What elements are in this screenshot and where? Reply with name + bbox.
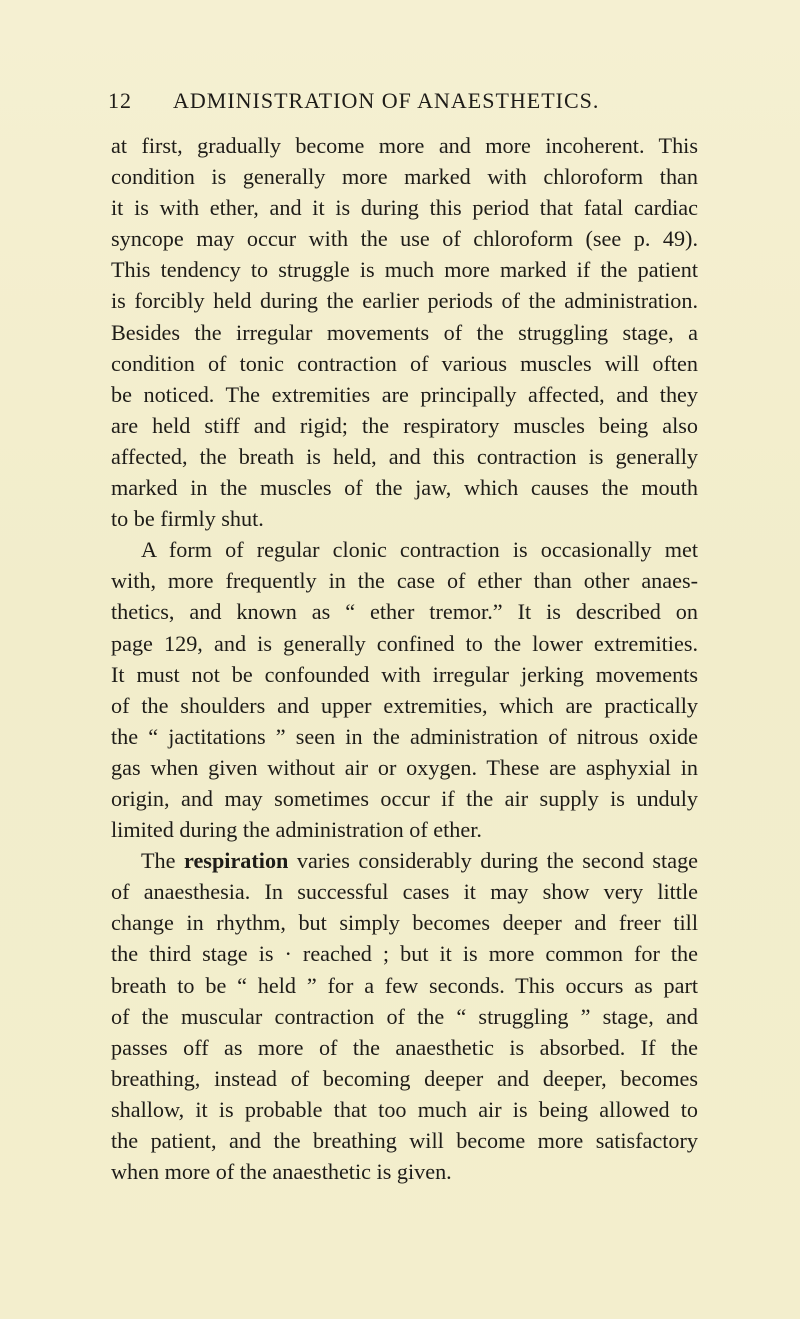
- text-line: of the shoulders and upper extremities, which are practically: [111, 692, 698, 718]
- text-line: is forcibly held during the earlier periods of the administration.: [111, 288, 698, 314]
- text-line: affected, the breath is held, and this contraction is generally: [111, 443, 698, 469]
- text-line: be noticed. The extremities are principally affected, and they: [111, 381, 698, 407]
- text-line: breathing, instead of becoming deeper and deeper, becomes: [111, 1065, 698, 1091]
- text-line: marked in the muscles of the jaw, which causes the mouth: [111, 475, 698, 501]
- text-line: page 129, and is generally confined to the lower extremities.: [111, 630, 698, 656]
- text-line: to be firmly shut.: [111, 506, 264, 532]
- body-text: [111, 130, 698, 1187]
- text-line: are held stiff and rigid; the respiratory muscles being also: [111, 412, 698, 438]
- text-line: at first, gradually become more and more incoherent. This: [111, 133, 698, 158]
- text-line: thetics, and known as “ ether tremor.” It is described on: [111, 599, 698, 625]
- text-line: gas when given without air or oxygen. These are asphyxial in: [111, 754, 698, 780]
- text-line: of anaesthesia. In successful cases it may show very little: [111, 879, 698, 905]
- text-line: the patient, and the breathing will become more satisfactory: [111, 1128, 698, 1153]
- text-line: condition of tonic contraction of various muscles will often: [111, 350, 698, 376]
- page-number: 12: [108, 88, 132, 113]
- text-line: shallow, it is probable that too much air is being allowed to: [111, 1096, 698, 1122]
- text-line: passes off as more of the anaesthetic is absorbed. If the: [111, 1034, 698, 1060]
- text-line: the third stage is · reached ; but it is more common for the: [111, 941, 698, 967]
- text-line: condition is generally more marked with chloroform than: [111, 164, 698, 190]
- bold-term: respiration: [184, 848, 289, 874]
- text-line: breath to be “ held ” for a few seconds. This occurs as part: [111, 972, 698, 998]
- page-header: [108, 88, 628, 120]
- text-line: [111, 845, 698, 876]
- text-line: with, more frequently in the case of ether than other anaes-: [111, 568, 698, 594]
- text-line: limited during the administration of ether.: [111, 817, 482, 843]
- text-line: it is with ether, and it is during this period that fatal cardiac: [111, 195, 698, 221]
- text-line: of the muscular contraction of the “ struggling ” stage, and: [111, 1003, 698, 1029]
- line-prefix: The: [141, 848, 185, 874]
- text-line: when more of the anaesthetic is given.: [111, 1159, 452, 1185]
- text-line: This tendency to struggle is much more marked if the patient: [111, 257, 698, 283]
- text-line: syncope may occur with the use of chloroform (see p. 49).: [111, 226, 698, 252]
- text-line: change in rhythm, but simply becomes deeper and freer till: [111, 910, 698, 936]
- text-line: the “ jactitations ” seen in the administration of nitrous oxide: [111, 723, 698, 749]
- text-line: It must not be confounded with irregular jerking movements: [111, 661, 698, 687]
- text-line: Besides the irregular movements of the struggling stage, a: [111, 319, 698, 345]
- running-head: ADMINISTRATION OF ANAESTHETICS.: [173, 88, 600, 113]
- text-line: origin, and may sometimes occur if the air supply is unduly: [111, 785, 698, 811]
- line-suffix: varies considerably during the second stage: [288, 848, 699, 874]
- text-line: A form of regular clonic contraction is occasionally met: [141, 537, 698, 563]
